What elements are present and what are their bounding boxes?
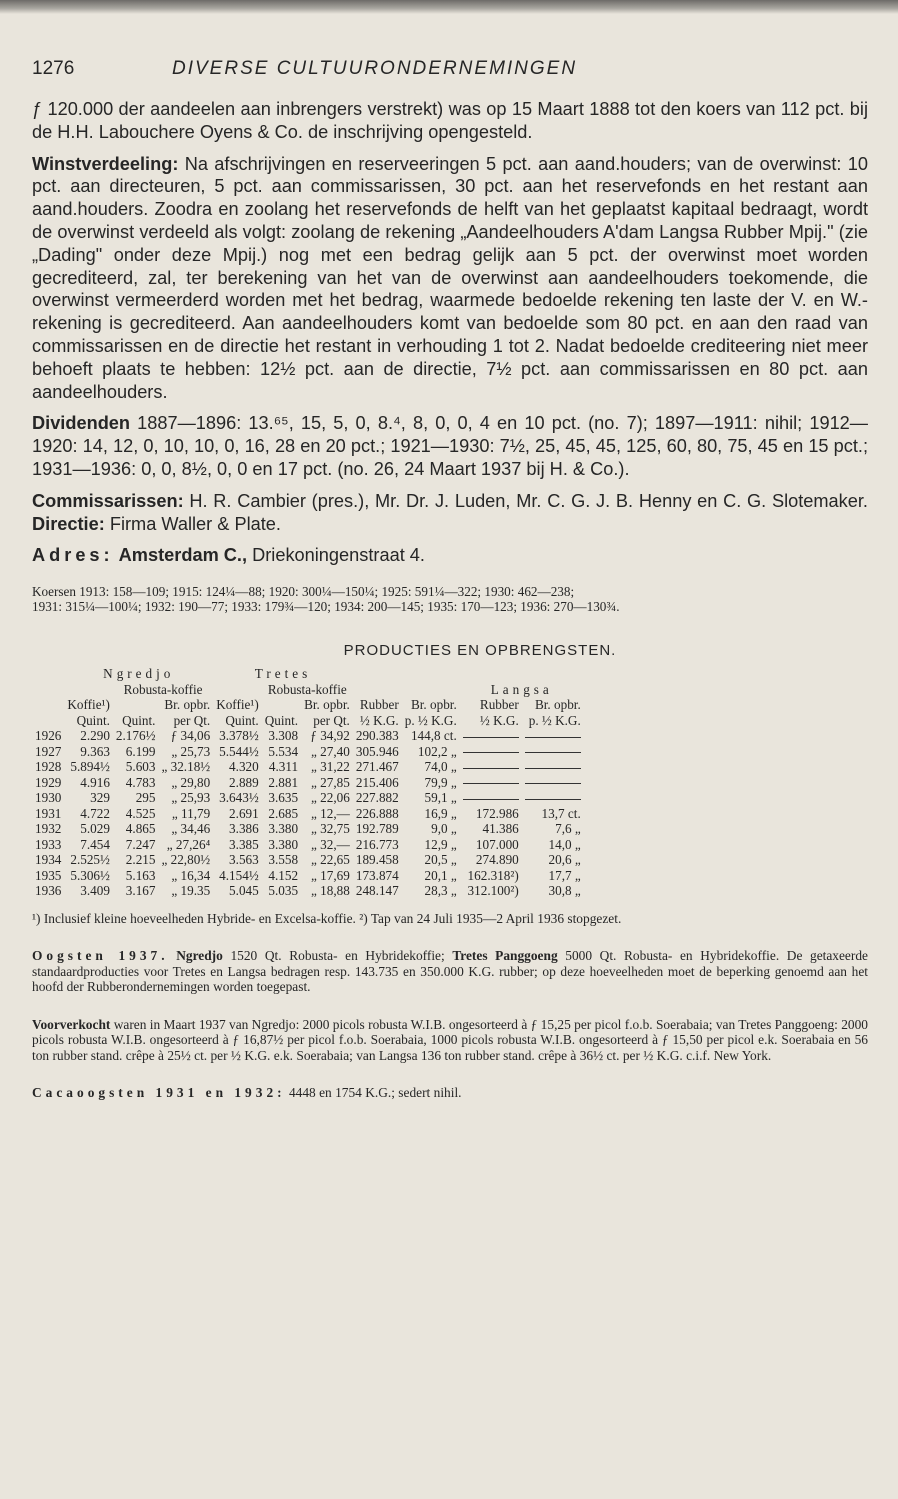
col-tretes-rubber: Rubber [359,697,399,713]
commissarissen-text: H. R. Cambier (pres.), Mr. Dr. J. Luden, Mr. C. G. J. B. Henny en C. G. Slotemaker. [183,490,868,511]
table-cell: 5.035 [268,883,299,899]
unit-quint: Quint. [122,712,156,728]
table-cell: 227.882 [355,790,399,806]
table-cell: 4.311 [268,759,299,775]
row-year: 1928 [35,759,62,775]
table-cell [460,790,522,806]
oogsten-text: 5000 Qt. Robusta- en Hybridekoffie. De getaxeerde standaardproducties voor Tretes en Langsa bedragen resp. 143.735 en 350.000 K.G. rubber; op deze hoeveelheden moet de beperking genoemd aan het hoofd der Rubberondernemingen worden toegepast. [32,948,868,995]
unit-quint: Quint. [264,712,299,728]
table-row [32,775,584,791]
table-cell: 3.167 [125,883,156,899]
empty-dash [463,752,519,753]
table-cell: 74,0 „ [424,759,457,775]
table-row [32,883,584,899]
table-cell: ƒ 34,06 [170,728,211,744]
table-cell: 5.163 [125,867,156,883]
koersen-block [32,584,868,614]
table-cell: 215.406 [355,774,399,790]
row-year: 1933 [35,836,62,852]
table-row [32,837,584,853]
group-tretes: Tretes [254,666,312,682]
table-cell: 172.986 [475,805,519,821]
table-cell: 9,0 „ [431,821,457,837]
oogsten-tretes-label: Tretes Panggoeng [452,948,558,964]
table-cell: „ 22,80½ [161,852,211,868]
cacao-label: Cacaoogsten 1931 en 1932: [32,1085,286,1101]
col-ngredjo-bropbr: Br. opbr. [164,697,211,713]
table-cell: „ 16,34 [171,867,211,883]
paragraph-cacaoogsten [32,1085,868,1101]
table-row [32,744,584,760]
table-cell: 2.290 [80,728,110,744]
table-cell: 274.890 [475,852,519,868]
table-cell: „ 17,69 [311,867,350,883]
voorverkocht-label: Voorverkocht [32,1016,111,1032]
col-tretes-bropbr: Br. opbr. [304,697,350,713]
table-cell: „ 27,40 [311,743,350,759]
table-cell: „ 34,46 [171,821,211,837]
empty-dash [525,737,581,738]
paragraph-dividenden [32,412,868,480]
header-row-columns [32,697,584,713]
table-cell: 4.154½ [219,867,259,883]
table-row [32,790,584,806]
table-cell [522,759,584,775]
table-cell: 329 [90,790,110,806]
empty-dash [463,799,519,800]
directie-text: Firma Waller & Plate. [104,513,281,534]
empty-dash [525,752,581,753]
header-row-groups [32,666,584,682]
table-cell: 3.643½ [219,790,259,806]
table-cell: 5.534 [268,743,299,759]
table-cell: 3.378½ [219,728,259,744]
scan-edge [0,0,898,14]
paragraph-commissarissen [32,490,868,536]
unit-per-qt: per Qt. [173,712,211,728]
table-cell: „ 31,22 [311,759,350,775]
commissarissen-label: Commissarissen: [32,490,184,511]
table-cell [522,790,584,806]
unit-half-kg: ½ K.G. [359,712,399,728]
table-cell: „ 32,75 [311,821,350,837]
col-langsa-rubber: Rubber [479,697,519,713]
body-text [32,98,868,567]
table-cell: „ 18,88 [311,883,350,899]
table-cell: 2.685 [268,805,299,821]
paragraph-winstverdeeling [32,153,868,404]
table-cell: 41.386 [482,821,519,837]
table-cell: 5.603 [125,759,156,775]
col-ngredjo-koffie: Koffie¹) [67,697,110,713]
table-cell: 16,9 „ [424,805,457,821]
table-cell: „ 32.18½ [161,759,211,775]
table-cell: 3.380 [268,821,299,837]
page-number: 1276 [32,58,75,79]
paragraph-voorverkocht [32,1017,868,1064]
table-cell: 3.385 [229,836,259,852]
empty-dash [463,768,519,769]
table-row [32,728,584,744]
row-year: 1926 [35,728,62,744]
table-cell: „ 22,06 [311,790,350,806]
col-langsa-bropbr: Br. opbr. [534,697,581,713]
empty-dash [463,783,519,784]
unit-p-half-kg: p. ½ K.G. [528,712,581,728]
unit-quint: Quint. [225,712,259,728]
table-cell: 107.000 [475,836,519,852]
table-cell: 2.889 [229,774,259,790]
table-cell: „ 27,26⁴ [166,836,211,852]
table-cell: 271.467 [355,759,399,775]
row-year: 1936 [35,883,62,899]
empty-dash [463,737,519,738]
table-cell: 4.865 [125,821,156,837]
table-cell: 5.029 [80,821,110,837]
table-cell: 3.409 [80,883,110,899]
page [32,58,868,1101]
row-year: 1931 [35,805,62,821]
group-langsa: Langsa [490,681,553,697]
production-table [32,666,584,899]
paragraph-adres [32,544,868,567]
table-cell: 17,7 „ [548,867,581,883]
empty-dash [525,799,581,800]
table-cell: „ 19.35 [171,883,211,899]
table-cell: 189.458 [355,852,399,868]
table-row [32,806,584,822]
table-cell: 4.722 [80,805,110,821]
table-cell: 3.386 [229,821,259,837]
oogsten-ngredjo-label: Ngredjo [176,948,223,964]
table-cell [460,775,522,791]
table-cell: 14,0 „ [548,836,581,852]
unit-p-half-kg: p. ½ K.G. [404,712,457,728]
ngredjo-robusta-header: Robusta-koffie [123,681,203,697]
table-cell [460,728,522,744]
adres-city: Amsterdam C., [118,545,248,566]
table-cell: 305.946 [355,743,399,759]
table-cell: „ 12,— [311,805,350,821]
table-cell [522,744,584,760]
cacao-text: 4448 en 1754 K.G.; sedert nihil. [285,1085,462,1101]
row-year: 1932 [35,821,62,837]
table-cell: 7,6 „ [555,821,581,837]
table-cell: 3.635 [268,790,299,806]
koersen-line-1: Koersen 1913: 158—109; 1915: 124¼—88; 1920: 300¼—150¼; 1925: 591¼—322; 1930: 462—238; [32,584,575,600]
dividenden-text: 1887—1896: 13.⁶⁵, 15, 5, 0, 8.⁴, 8, 0, 0, 4 en 10 pct. (no. 7); 1897—1911: nihil; 1912—1920: 14, 12, 0, 10, 10, 0, 16, 28 en 20 pct.; 1921—1930: 7½, 25, 45, 45, 125, 60, 80, 75, 45 en 15 pct.; 1931—1936: 0, 0, 8½, 0, 0 en 17 pct. (no. 26, 24 Maart 1937 bij H. & Co.). [32,413,868,479]
table-cell: 144,8 ct. [410,728,457,744]
table-cell: 4.525 [125,805,156,821]
table-row [32,852,584,868]
table-cell: ƒ 34,92 [310,728,350,744]
table-cell: 2.215 [125,852,156,868]
table-cell: 4.783 [125,774,156,790]
table-cell: 5.544½ [219,743,259,759]
table-cell: 4.152 [268,867,299,883]
col-tretes-koffie: Koffie¹) [216,697,259,713]
table-cell: 3.308 [268,728,299,744]
table-cell: 5.045 [229,883,259,899]
table-cell: 20,6 „ [548,852,581,868]
table-cell: 312.100²) [467,883,519,899]
table-cell [460,744,522,760]
row-year: 1927 [35,743,62,759]
table-cell: 7.454 [80,836,110,852]
table-cell: „ 29,80 [171,774,211,790]
table-cell: 102,2 „ [417,743,457,759]
table-cell: „ 22,65 [311,852,350,868]
table-cell: 20,5 „ [424,852,457,868]
table-row [32,759,584,775]
row-year: 1934 [35,852,62,868]
table-title: PRODUCTIES EN OPBRENGSTEN. [343,642,617,660]
table-cell: 3.563 [229,852,259,868]
table-cell [522,728,584,744]
table-cell: 2.691 [229,805,259,821]
table-row [32,821,584,837]
directie-label: Directie: [32,513,105,534]
table-cell: „ 25,73 [171,743,211,759]
table-cell: 79,9 „ [424,774,457,790]
empty-dash [525,783,581,784]
footnote: ¹) Inclusief kleine hoeveelheden Hybride- en Excelsa-koffie. ²) Tap van 24 Juli 1935—2 April 1936 stopgezet. [32,910,622,926]
row-year: 1935 [35,867,62,883]
table-cell: 2.881 [268,774,299,790]
table-cell: „ 27,85 [311,774,350,790]
table-cell: 226.888 [355,805,399,821]
empty-dash [525,768,581,769]
unit-quint: Quint. [76,712,110,728]
unit-half-kg: ½ K.G. [479,712,519,728]
paragraph-oogsten [32,948,868,995]
adres-label: Adres: [32,545,114,566]
table-cell: 28,3 „ [424,883,457,899]
row-year: 1930 [35,790,62,806]
table-cell: 173.874 [355,867,399,883]
table-cell: 290.383 [355,728,399,744]
table-cell: 30,8 „ [548,883,581,899]
winstverdeeling-label: Winstverdeeling: [32,153,179,174]
table-row [32,868,584,884]
table-cell: „ 25,93 [171,790,211,806]
oogsten-ngredjo-text: 1520 Qt. Robusta- en Hybridekoffie; [222,948,453,964]
table-cell: 13,7 ct. [541,805,581,821]
table-cell: 5.894½ [70,759,110,775]
tretes-robusta-header: Robusta-koffie [267,681,347,697]
table-cell [522,775,584,791]
table-cell: 7.247 [125,836,156,852]
table-cell: 4.916 [80,774,110,790]
page-header [32,58,868,98]
table-cell: 9.363 [80,743,110,759]
koersen-line-2: 1931: 315¼—100¼; 1932: 190—77; 1933: 179¾—120; 1934: 200—145; 1935: 170—123; 1936: 270—130¾. [32,599,620,615]
adres-text: Driekoningenstraat 4. [247,545,425,566]
table-cell: 20,1 „ [424,867,457,883]
table-cell: 2.176½ [115,728,156,744]
table-cell: 5.306½ [70,867,110,883]
table-cell: 6.199 [125,743,156,759]
row-year: 1929 [35,774,62,790]
oogsten-label: Oogsten 1937. [32,948,169,964]
table-cell [460,759,522,775]
group-ngredjo: Ngredjo [103,666,175,682]
header-row-units [32,713,584,729]
table-cell: „ 11,79 [171,805,211,821]
table-cell: 216.773 [355,836,399,852]
col-tretes-rubber-bropbr: Br. opbr. [410,697,457,713]
table-cell: 162.318²) [467,867,519,883]
paragraph-inschrijving: ƒ 120.000 der aandeelen aan inbrengers verstrekt) was op 15 Maart 1888 tot den koers van 112 pct. bij de H.H. Labouchere Oyens & Co. de inschrijving opengesteld. [32,99,868,142]
header-row-robusta [32,682,584,698]
table-cell: 12,9 „ [424,836,457,852]
table-cell: 295 [135,790,156,806]
running-title: DIVERSE CULTUURONDERNEMINGEN [172,58,578,79]
table-cell: „ 32,— [311,836,350,852]
table-cell: 59,1 „ [424,790,457,806]
table-cell: 3.380 [268,836,299,852]
table-cell: 248.147 [355,883,399,899]
unit-per-qt: per Qt. [313,712,350,728]
table-cell: 192.789 [355,821,399,837]
table-cell: 3.558 [268,852,299,868]
dividenden-label: Dividenden [32,413,131,434]
winstverdeeling-text: Na afschrijvingen en reserveeringen 5 pct. aan aand.houders; van de overwinst: 10 pct. aan directeuren, 5 pct. aan commissarissen, 30 pct. aan het reservefonds en het restant aan aand.houders. Zoodra en zoolang het reservefonds de helft van het geplaatst kapitaal bedraagt, wordt de overwinst verdeeld als volgt: zoolang de rekening „Aandeelhouders A'dam Langsa Rubber Mpij." (zie „Dading" onder deze Mpij.) nog met een bedrag gelijk aan 5 pct. der overwinst moet worden gecrediteerd, zal, ter berekening van het van de overwinst aan aandeelhouders toekomende, die overwinst vermeerderd worden met het bedrag, waarmede bedoelde rekening ten laste der V. en W.-rekening is gecrediteerd. Aan aandeelhouders komt van bedoelde som 80 pct. en aan den raad van commissarissen en de directie het restant in verhouding 1 tot 2. Nadat bedoelde crediteering niet meer behoeft plaats te hebben: 12½ pct. aan de directie, 7½ pct. aan commissarissen en 80 pct. aan aandeelhouders. [32,153,868,402]
table-cell: 4.320 [229,759,259,775]
table-cell: 2.525½ [70,852,110,868]
voorverkocht-text: waren in Maart 1937 van Ngredjo: 2000 picols robusta W.I.B. ongesorteerd à ƒ 15,25 per picol f.o.b. Soerabaia; van Tretes Panggoeng: 2000 picols robusta W.I.B. ongesorteerd à ƒ 16,87½ per picol f.o.b. Soerabaia, 1000 picols robusta W.I.B. ongesorteerd à ƒ 15,50 per picol e.k. Soerabaia en 56 ton rubber stand. crêpe à 25½ ct. per ½ K.G. e.k. Soerabaia; van Langsa 136 ton rubber stand. crêpe à 36½ ct. per ½ K.G. c.i.f. New York. [32,1016,868,1063]
